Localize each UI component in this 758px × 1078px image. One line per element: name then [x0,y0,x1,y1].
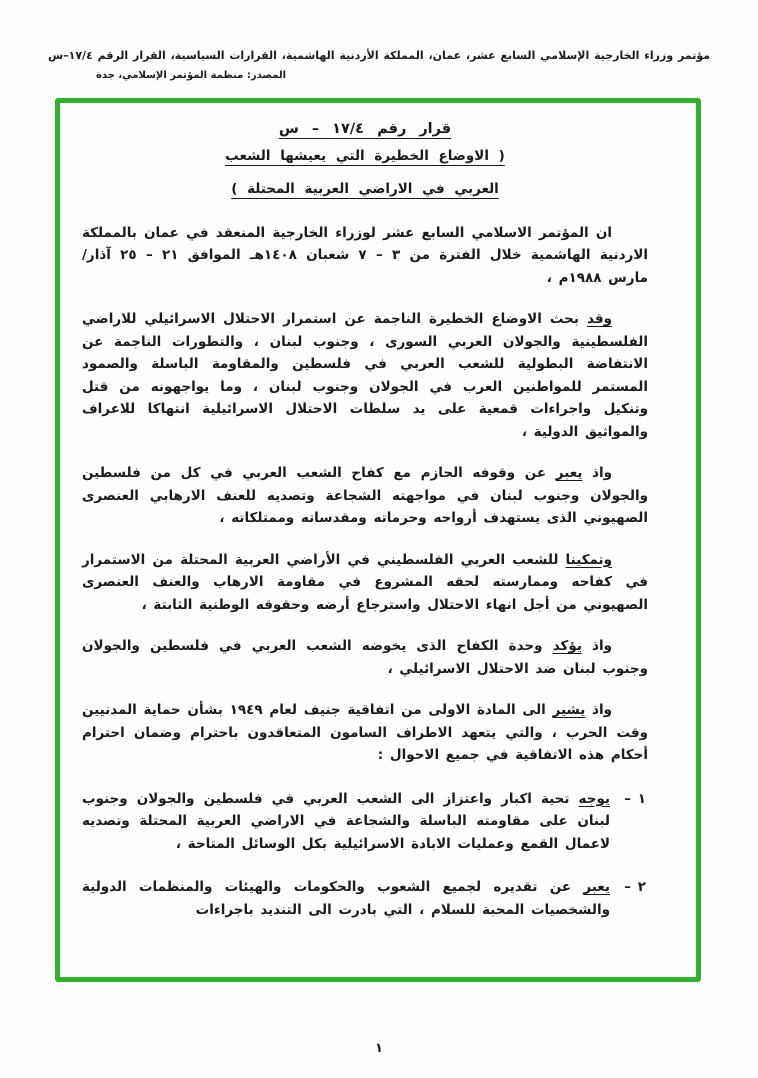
para-keyword: يعبر [555,465,583,481]
clause-text: تحية اكبار واعتزاز الى الشعب العربي في فلسطين والجولان وجنوب لبنان على مقاومته الباسلة والشجاعة في الاراضي العربية المحتلة وتصديه لاعمال القمع وعمليات الابادة الاسرائيلية بكل الوسائل المتاحة ، [82,790,610,852]
para-lead: واذ [581,638,612,654]
resolution-title: قرار رقم ١٧/٤ – س [278,120,452,137]
preamble-paragraph-4 [82,549,648,617]
resolution-subject-line-2: العربي في الاراضي العربية المحتلة ) [231,180,499,197]
clause-keyword: يعبر [583,879,610,895]
resolution-green-frame [55,98,701,982]
para-text: الى المادة الاولى من اتفاقية جنيف لعام ١٩٤٩ بشأن حماية المدنيين وقت الحرب ، والتي يتعهد الاطراف السامون المتعاقدون باحترام وضمان احترام أحكام هذه الاتفاقية في جميع الاحوال : [82,702,648,763]
resolution-clause-2 [82,876,648,921]
clause-keyword: يوجه [578,790,610,807]
preamble-paragraph-3 [82,462,648,530]
clause-number: ١ – [624,790,646,807]
para-lead: واذ [582,465,612,481]
para-lead: واذ [585,702,612,718]
document-header-citation: مؤتمر وزراء الخارجية الإسلامي السابع عشر، عمان، المملكة الأردنية الهاشمية، القرارات السياسية، القرار الرقم ١٧/٤–س [47,49,711,62]
clause-number: ٢ – [624,879,646,895]
preamble-paragraph-2 [82,308,648,443]
page-number: ١ [375,1041,383,1056]
para-text: بحث الاوضاع الخطيرة الناجمة عن استمرار الاحتلال الاسرائيلي للاراضي الفلسطينية والجولان العربي السورى ، وجنوب لبنان ، والتطورات الناجمة عن الانتفاضة البطولية للشعب العربي في فلسطين والمقاومة الباسلة والصمود المستمر للمواطنين العرب في الجولان وجنوب لبنان ، وما يواجهونه من قتل وتنكيل واجراءات قمعية على يد سلطات الاحتلال الاسرائيلية انتهاكا للاعراف والمواثيق الدولية ، [82,311,648,440]
document-source-line: المصدر: منظمة المؤتمر الإسلامي، جدة [96,69,287,81]
preamble-paragraph-1 [82,222,648,290]
clause-text: عن تقديره لجميع الشعوب والحكومات والهيئات والمنظمات الدولية والشخصيات المحبة للسلام ، التي بادرت الى التنديد باجراءات [82,879,610,918]
para-keyword: وتمكينا [565,551,612,568]
para-keyword: يؤكد [552,638,582,654]
preamble-paragraph-6 [82,699,648,767]
resolution-clause-1 [82,788,648,856]
preamble-paragraph-5 [82,635,648,680]
para-text: عن وقوفه الحازم مع كفاح الشعب العربي في كل من فلسطين والجولان وجنوب لبنان في مواجهته الشجاعة وتصديه للعنف الارهابي العنصرى الصهيوني الذى يستهدف أرواحه وحرماته ومقدساته وممتلكاته ، [82,465,648,526]
para-text: للشعب العربي الفلسطيني في الأراضي العربية المحتلة من الاستمرار في كفاحه وممارسته لحقه المشروع في مقاومة الارهاب والعنف العنصرى الصهيوني من أجل انهاء الاحتلال واسترجاع أرضه وحقوقه الوطنية الثابتة ، [82,551,648,613]
para-keyword: وقد [586,311,612,327]
resolution-subject-line-1: ( الاوضاع الخطيرة التي يعيشها الشعب [225,147,505,164]
para-lead: ان المؤتمر الاسلامي السابع عشر لوزراء الخارجية المنعقد في عمان بالمملكة الاردنية الهاشمية خلال الفترة من ٣ – ٧ شعبان ١٤٠٨هـ الموافق ٢١ – ٢٥ آذار/مارس ١٩٨٨م ، [82,224,648,286]
para-text: وحدة الكفاح الذى يخوضه الشعب العربي في فلسطين والجولان وجنوب لبنان ضد الاحتلال الاسرائيلي ، [82,638,648,677]
para-keyword: يشير [552,702,586,718]
